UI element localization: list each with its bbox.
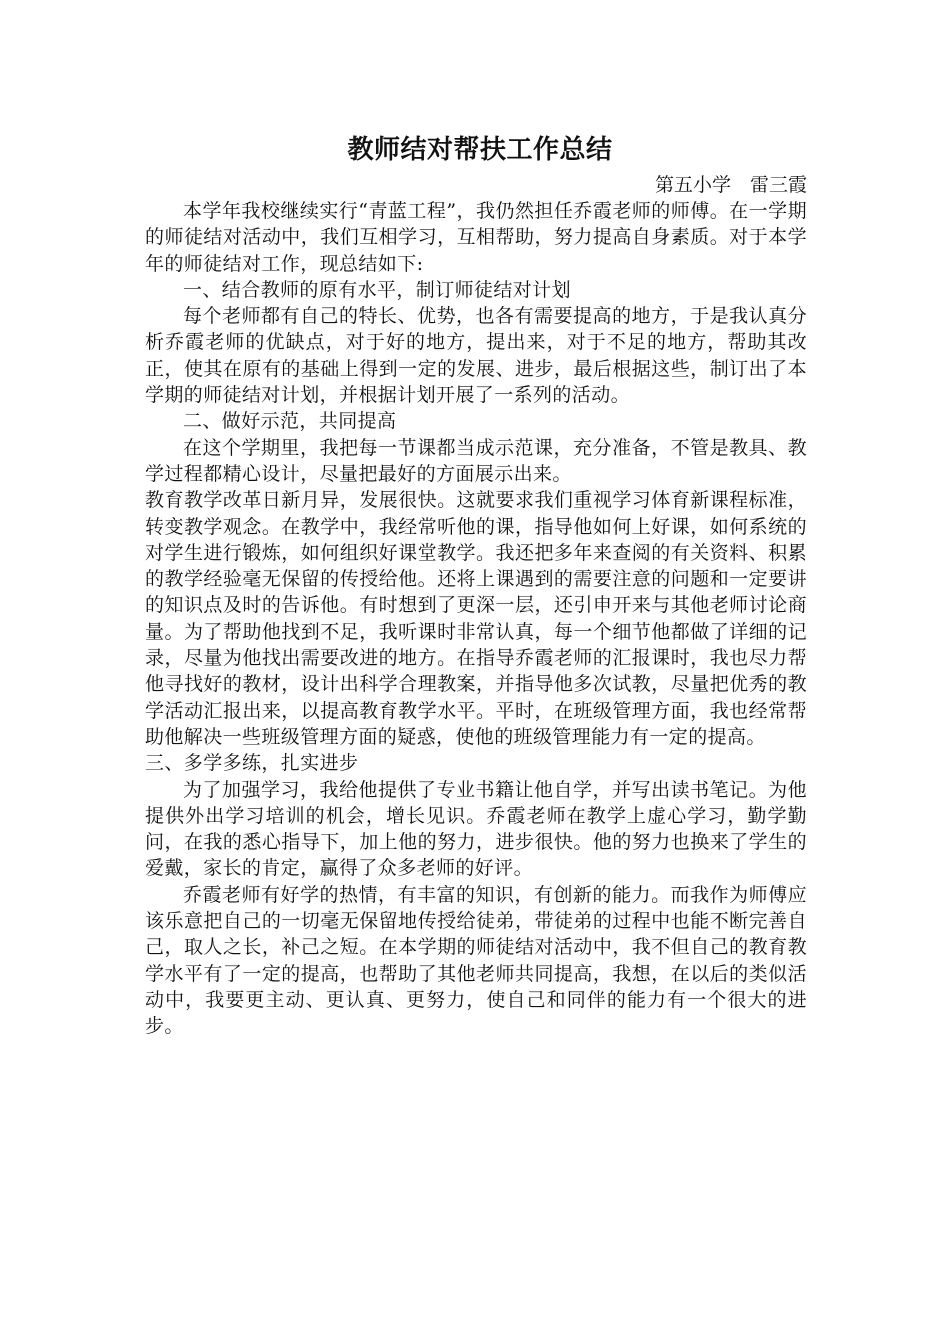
section-1-paragraph: 每个老师都有自己的特长、优势，也各有需要提高的地方，于是我认真分析乔霞老师的优缺点，对于好的地方，提出来，对于不足的地方，帮助其改正，使其在原有的基础上得到一定的发展、进步，最后根据这些，制订出了本学期的师徒结对计划，并根据计划开展了一系列的活动。 — [145, 305, 807, 407]
section-3-paragraph-1: 为了加强学习，我给他提供了专业书籍让他自学，并写出读书笔记。为他提供外出学习培训的机会，增长见识。乔霞老师在教学上虚心学习，勤学勤问，在我的悉心指导下，加上他的努力，进步很快。他的努力也换来了学生的爱戴，家长的肯定，赢得了众多老师的好评。 — [145, 778, 807, 880]
section-heading-2: 二、做好示范，共同提高 — [183, 410, 397, 433]
section-2-paragraph-2: 教育教学改革日新月异，发展很快。这就要求我们重视学习体育新课程标准，转变教学观念。在教学中，我经常听他的课，指导他如何上好课，如何系统的对学生进行锻炼，如何组织好课堂教学。我还把多年来查阅的有关资料、积累的教学经验毫无保留的传授给他。还将上课遇到的需要注意的问题和一定要讲的知识点及时的告诉他。有时想到了更深一层，还引申开来与其他老师讨论商量。为了帮助他找到不足，我听课时非常认真，每一个细节他都做了详细的记录，尽量为他找出需要改进的地方。在指导乔霞老师的汇报课时，我也尽力帮他寻找好的教材，设计出科学合理教案，并指导他多次试教，尽量把优秀的教学活动汇报出来，以提高教育教学水平。平时，在班级管理方面，我也经常帮助他解决一些班级管理方面的疑惑，使他的班级管理能力有一定的提高。 — [145, 489, 807, 748]
intro-paragraph: 本学年我校继续实行“青蓝工程”，我仍然担任乔霞老师的师傅。在一学期的师徒结对活动中，我们互相学习，互相帮助，努力提高自身素质。对于本学年的师徒结对工作，现总结如下: — [145, 200, 807, 275]
section-2-paragraph-1: 在这个学期里，我把每一节课都当成示范课，充分准备，不管是教具、教学过程都精心设计，尽量把最好的方面展示出来。 — [145, 436, 807, 485]
section-heading-3: 三、多学多练，扎实进步 — [145, 752, 359, 775]
section-heading-1: 一、结合教师的原有水平，制订师徒结对计划 — [183, 278, 572, 301]
document-page — [145, 128, 807, 1040]
document-title: 教师结对帮扶工作总结 — [347, 135, 613, 165]
closing-paragraph: 乔霞老师有好学的热情，有丰富的知识，有创新的能力。而我作为师傅应该乐意把自己的一切毫无保留地传授给徒弟，带徒弟的过程中也能不断完善自己，取人之长，补己之短。在本学期的师徒结对活动中，我不但自己的教育教学水平有了一定的提高，也帮助了其他老师共同提高，我想，在以后的类似活动中，我要更主动、更认真、更努力，使自己和同伴的能力有一个很大的进步。 — [145, 883, 807, 1038]
author-byline: 第五小学 雷三霞 — [654, 174, 807, 196]
